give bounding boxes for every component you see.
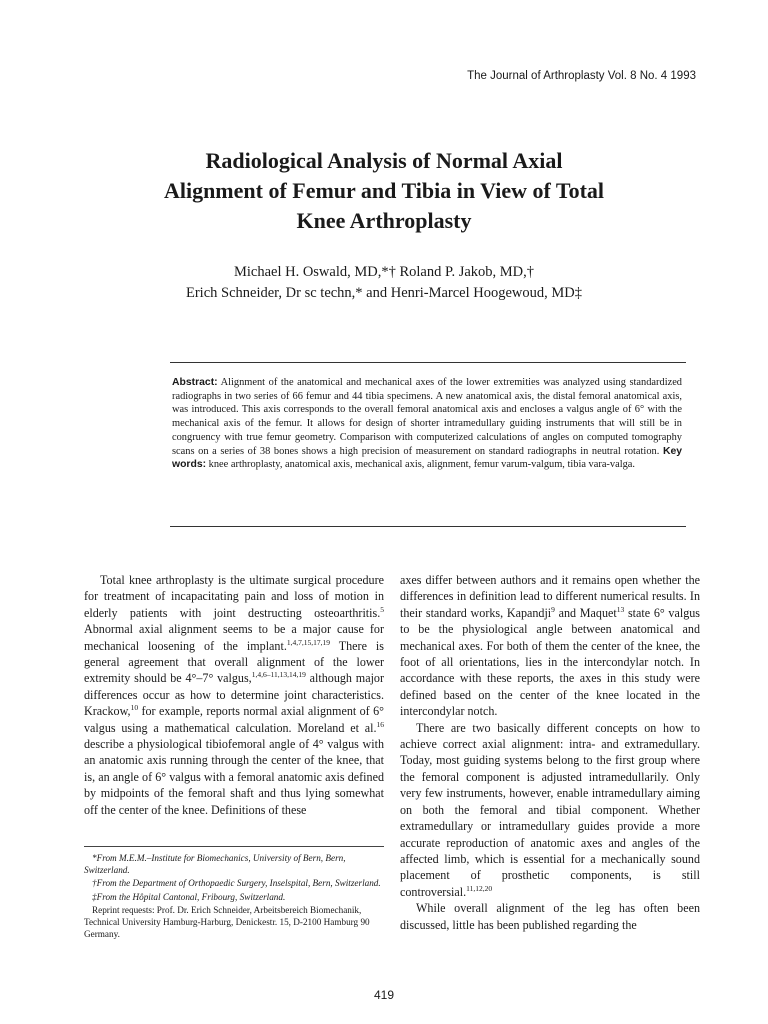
citation-ref: 9 — [551, 604, 555, 614]
abstract — [172, 376, 682, 472]
citation-ref: 5 — [380, 604, 384, 614]
text-run: for example, reports normal axial alignment of 6° valgus using a mathematical calculation. Moreland et al. — [84, 704, 384, 735]
text-run: and Maquet — [554, 605, 617, 620]
citation-ref: 1,4,6–11,13,14,19 — [251, 670, 306, 680]
article-title — [80, 146, 688, 236]
footnote-reprint: Reprint requests: Prof. Dr. Erich Schneider, Arbeitsbereich Biomechanik, Technical University Hamburg-Harburg, Denickestr. 15, D-2100 Hamburg 90 Germany. — [84, 904, 370, 940]
title-line: Radiological Analysis of Normal Axial — [205, 148, 563, 173]
body-paragraph — [84, 572, 384, 818]
text-run: although major differences occur as how to determine joint characteristics. Krackow, — [84, 671, 384, 719]
citation-ref: 13 — [616, 604, 625, 614]
text-run: Abnormal axial alignment seems to be a major cause for mechanical loosening of the implant. — [84, 622, 384, 653]
text-run: axes differ between authors and it remains open whether the differences in definition lead to different numerical results. In their standard works, Kapandji — [400, 573, 700, 620]
abstract-bottom-divider — [170, 526, 686, 527]
citation-ref: 1,4,7,15,17,19 — [286, 637, 330, 647]
title-line: Alignment of Femur and Tibia in View of Total — [163, 178, 605, 203]
citation-ref: 11,12,20 — [466, 883, 493, 893]
title-line: Knee Arthroplasty — [296, 208, 472, 233]
journal-citation: The Journal of Arthroplasty Vol. 8 No. 4 1993 — [467, 70, 696, 82]
text-run: Total knee arthroplasty is the ultimate surgical procedure for treatment of incapacitating pain and loss of motion in elderly patients with joint destructing osteoarthritis. — [84, 573, 384, 620]
body-column-right — [400, 572, 700, 933]
author-list — [80, 262, 688, 304]
body-paragraph: While overall alignment of the leg has often been discussed, little has been published regarding the — [400, 901, 700, 932]
footnote-divider — [84, 846, 384, 847]
footnote-text: *From M.E.M.–Institute for Biomechanics, University of Bern, Bern, Switzerland. — [84, 853, 346, 876]
page-number: 419 — [373, 988, 395, 1002]
keywords-text: knee arthroplasty, anatomical axis, mechanical axis, alignment, femur varum-valgum, tibia vara-valga. — [206, 459, 635, 471]
abstract-text: Alignment of the anatomical and mechanical axes of the lower extremities was analyzed using standardized radiographs in two series of 66 femur and 44 tibia specimens. A new anatomical axis, the distal femoral anatomical axis, was introduced. This axis corresponds to the overall femoral anatomical axis and encloses a valgus angle of 6° with the mechanical axis of the femur. It allows for design of shorter intramedullary guiding instruments that will still be in congruency with true femur geometry. Comparison with computerized calculations of angles on computed tomography scans on a series of 38 bones shows a high precision of measurement on standard radiographs in neutral rotation. — [172, 377, 682, 457]
footnote-text: †From the Department of Orthopaedic Surgery, Inselspital, Bern, Switzerland. — [92, 878, 381, 889]
abstract-top-divider — [170, 362, 686, 363]
text-run: state 6° valgus to be the physiological angle between anatomical and mechanical axes. For both of them the center of the knee, the foot of all orientations, lies in the intercondylar notch. In accordance with these reports, the axes in this study were defined based on the center of the knee located in the intercondylar notch. — [400, 605, 700, 719]
body-paragraph — [400, 572, 700, 720]
footnotes — [84, 852, 384, 941]
citation-ref: 16 — [376, 719, 384, 729]
citation-ref: 10 — [130, 703, 139, 713]
body-paragraph — [400, 720, 700, 900]
abstract-label: Abstract: — [172, 377, 218, 388]
body-column-left — [84, 572, 384, 818]
text-run: There are two basically different concepts on how to achieve correct axial alignment: intra- and extramedullary. Today, most guiding systems belong to the first group where the femoral component is adjusted intramedullarily. Only very few instruments, however, enable intramedullary aiming on both the femoral and tibial component. Whether extramedullary or intramedullary guides provide a more accurate reproduction of anatomic axes and angles of the affected limb, which is essential for a mechanically sound placement of prosthetic components, is still controversial. — [400, 720, 700, 899]
footnote-affiliation — [84, 891, 384, 903]
footnote-affiliation — [84, 877, 384, 889]
keywords-label: Key words: — [172, 445, 682, 471]
text-run: describe a physiological tibiofemoral angle of 4° valgus with an anatomic axis running through the center of the knee, that is, an angle of 6° valgus with a femoral anatomic axis defined by midpoints of the femoral shaft and thus lying somewhat off the center of the knee. Definitions of these — [84, 737, 384, 817]
footnote-text: ‡From the Hôpital Cantonal, Fribourg, Switzerland. — [92, 891, 286, 902]
author-line: Michael H. Oswald, MD,*† Roland P. Jakob, MD,† — [233, 264, 535, 280]
text-run: There is general agreement that overall alignment of the lower extremity should be 4°–7° valgus, — [84, 638, 384, 686]
author-line: Erich Schneider, Dr sc techn,* and Henri-Marcel Hoogewoud, MD‡ — [185, 285, 583, 301]
footnote-affiliation — [84, 852, 384, 876]
